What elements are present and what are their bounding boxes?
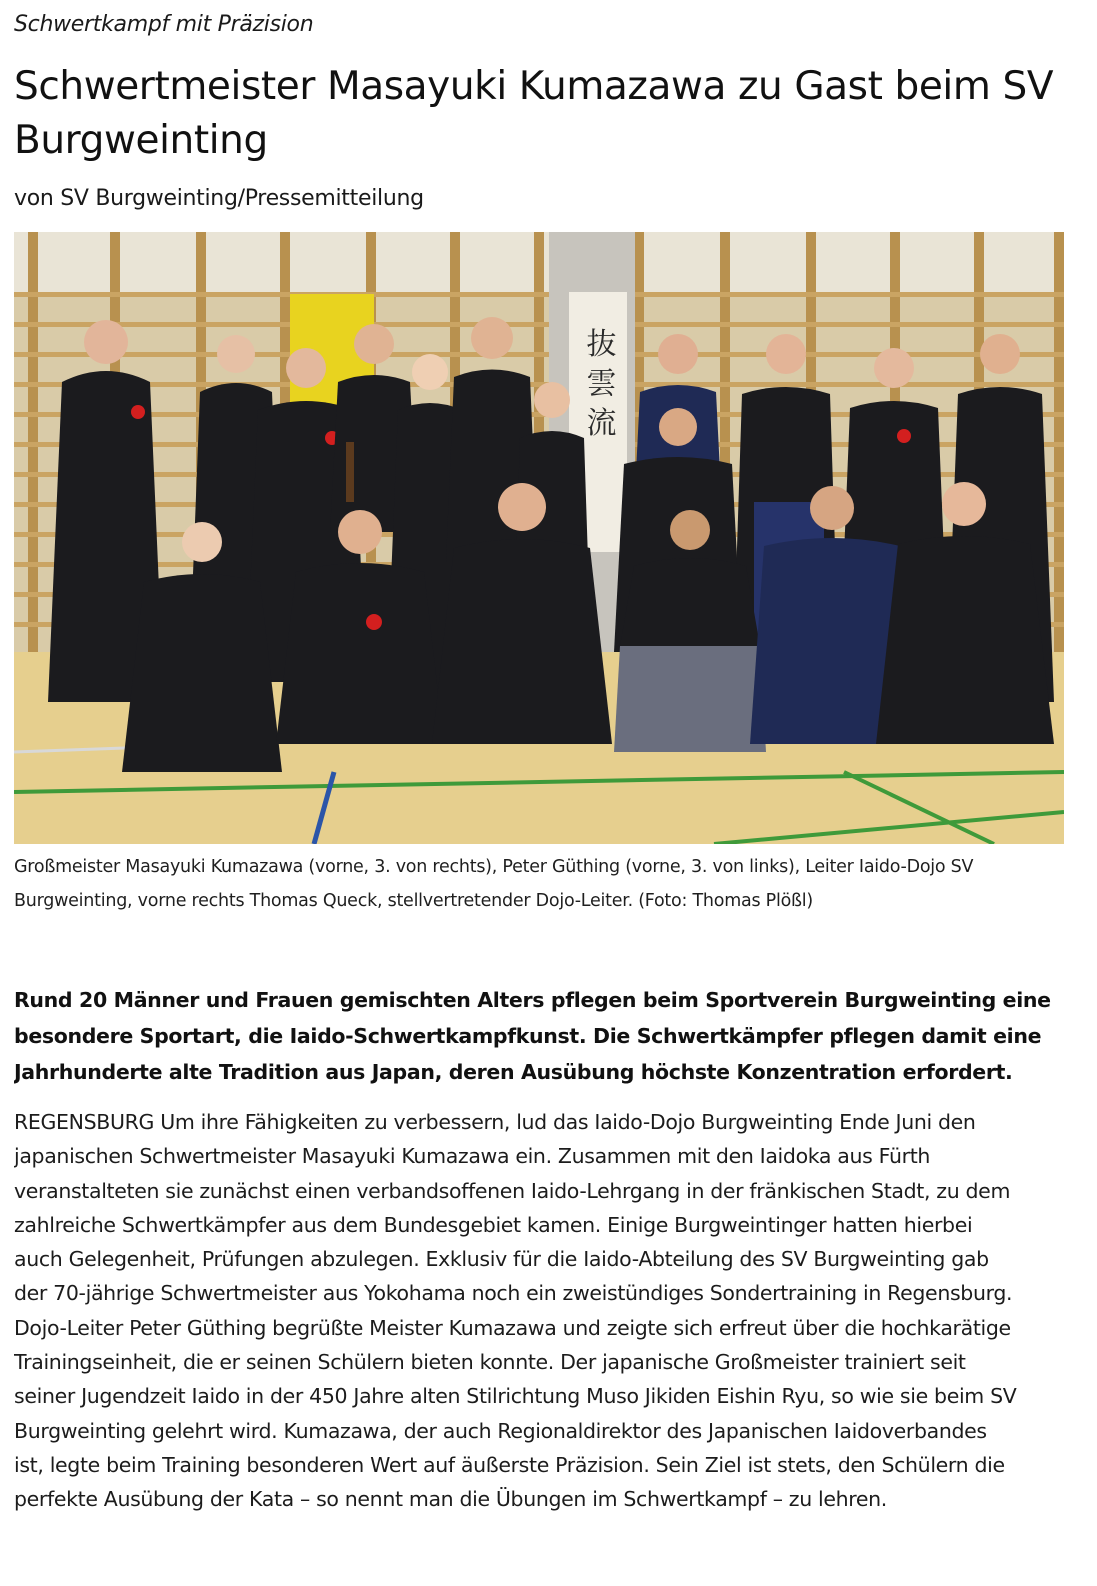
body-line-9: seiner Jugendzeit Iaido in der 450 Jahre alten Stilrichtung Muso Jikiden Eishin Ryu, so wie sie beim SV <box>14 1384 1017 1409</box>
body-line-5: auch Gelegenheit, Prüfungen abzulegen. Exklusiv für die Iaido-Abteilung des SV Burgweinting gab <box>14 1247 989 1272</box>
caption-line-2: Burgweinting, vorne rechts Thomas Queck, stellvertretender Dojo-Leiter. (Foto: Thomas Plößl) <box>14 891 813 911</box>
photo-caption <box>14 850 1074 918</box>
body-line-3: veranstalteten sie zunächst einen verbandsoffenen Iaido-Lehrgang in der fränkischen Stadt, zu dem <box>14 1178 1011 1203</box>
lead-line-3: Jahrhunderte alte Tradition aus Japan, deren Ausübung höchste Konzentration erfordert. <box>14 1060 1013 1084</box>
lead-line-1: Rund 20 Männer und Frauen gemischten Alters pflegen beim Sportverein Burgweinting eine <box>14 988 1051 1012</box>
article-lead <box>14 982 1064 1090</box>
body-line-11: ist, legte beim Training besonderen Wert auf äußerste Präzision. Sein Ziel ist stets, den Schülern die <box>14 1452 1005 1477</box>
article-headline <box>14 60 1054 168</box>
body-line-10: Burgweinting gelehrt wird. Kumazawa, der auch Regionaldirektor des Japanischen Iaidoverbandes <box>14 1418 987 1443</box>
scroll-calligraphy: 抜 雲 流 <box>580 327 616 437</box>
headline-line-1: Schwertmeister Masayuki Kumazawa zu Gast beim SV <box>14 64 1054 109</box>
article-body <box>14 1105 1064 1517</box>
body-line-7: Dojo-Leiter Peter Güthing begrüßte Meister Kumazawa und zeigte sich erfreut über die hochkarätige <box>14 1315 1011 1340</box>
body-line-8: Trainingseinheit, die er seinen Schülern bieten konnte. Der japanische Großmeister trainiert seit <box>14 1350 966 1375</box>
article-kicker: Schwertkampf mit Präzision <box>14 12 314 37</box>
article-byline: von SV Burgweinting/Pressemitteilung <box>14 186 424 211</box>
group-photo <box>14 232 1064 844</box>
headline-line-2: Burgweinting <box>14 118 268 163</box>
body-line-12: perfekte Ausübung der Kata – so nennt man die Übungen im Schwertkampf – zu lehren. <box>14 1487 887 1512</box>
body-line-1: REGENSBURG Um ihre Fähigkeiten zu verbessern, lud das Iaido-Dojo Burgweinting Ende Juni den <box>14 1110 976 1134</box>
body-line-2: japanischen Schwertmeister Masayuki Kumazawa ein. Zusammen mit den Iaidoka aus Fürth <box>14 1144 931 1169</box>
body-line-4: zahlreiche Schwertkämpfer aus dem Bundesgebiet kamen. Einige Burgweintinger hatten hierbei <box>14 1212 973 1237</box>
group-photo-illustration <box>14 232 1064 844</box>
caption-line-1: Großmeister Masayuki Kumazawa (vorne, 3. von rechts), Peter Güthing (vorne, 3. von links), Leiter Iaido-Dojo SV <box>14 857 974 877</box>
lead-line-2: besondere Sportart, die Iaido-Schwertkampfkunst. Die Schwertkämpfer pflegen damit eine <box>14 1024 1042 1048</box>
body-line-6: der 70-jährige Schwertmeister aus Yokohama noch ein zweistündiges Sondertraining in Regensburg. <box>14 1281 1013 1306</box>
